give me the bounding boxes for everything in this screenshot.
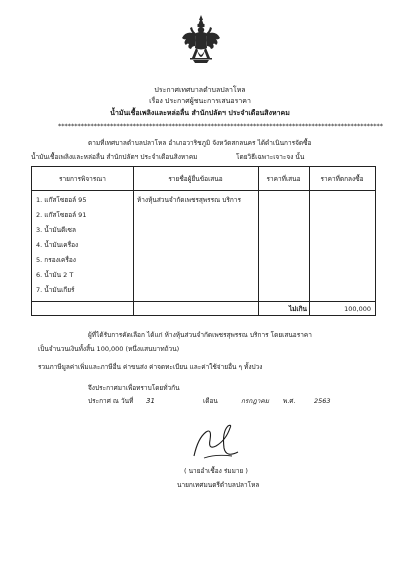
intro-line-1: ตามที่เทศบาลตำบลปลาโหล อำเภอวาริชภูมิ จังหวัดสกลนคร ได้ดำเนินการจัดซื้อ: [88, 139, 312, 147]
result-line-1: ผู้ที่ได้รับการคัดเลือก ได้แก่ ห้างหุ้นส่วนจำกัดเพชรสุพรรณ บริการ โดยเสนอราคา: [88, 331, 312, 339]
signer-name: ( นายอำเชื้อง ร่มมาย ): [184, 467, 248, 475]
header-offer-price: ราคาที่เสนอ: [266, 175, 301, 183]
result-line-2: เป็นจำนวนเงินทั้งสิ้น 100,000 (หนึ่งแสนบาทถ้วน): [38, 345, 180, 353]
bid-table: [31, 166, 376, 316]
header-items: รายการพิจารณา: [59, 175, 106, 183]
signer-position: นายกเทศมนตรีตำบลปลาโหล: [177, 481, 260, 489]
intro-line-2: น้ำมันเชื้อเพลิงและหล่อลื่น สำนักปลัดฯ ประจำเดือนสิงหาคม: [31, 153, 198, 161]
table-row: 5. กรองเครื่อง: [36, 256, 76, 264]
separator-stars: ****************************************************************************************************: [58, 122, 383, 130]
intro-line-2-method: โดยวิธีเฉพาะเจาะจง นั้น: [236, 153, 305, 161]
announce-line: จึงประกาศมาเพื่อทราบโดยทั่วกัน: [88, 384, 180, 392]
subject-detail: น้ำมันเชื้อเพลิงและหล่อลื่น สำนักปลัดฯ ประจำเดือนสิงหาคม: [110, 109, 290, 117]
header-agreed-price: ราคาที่ตกลงซื้อ: [320, 175, 364, 183]
org-title: ประกาศเทศบาลตำบลปลาโหล: [154, 86, 246, 94]
table-row: 3. น้ำมันดีเซล: [36, 226, 76, 234]
date-label: ประกาศ ณ วันที่: [88, 397, 134, 405]
total-value: 100,000: [344, 305, 371, 313]
table-row: 6. น้ำมัน 2 T: [36, 271, 74, 279]
table-row: 2. แก๊สโซฮอล์ 91: [36, 211, 87, 219]
month-value: กรกฎาคม: [241, 397, 270, 405]
date-day: 31: [146, 397, 155, 405]
year-label: พ.ศ.: [283, 397, 296, 405]
bidder-name: ห้างหุ้นส่วนจำกัดเพชรสุพรรณ บริการ: [137, 196, 241, 204]
table-row: 4. น้ำมันเครื่อง: [36, 241, 79, 249]
result-line-3: รวมภาษีมูลค่าเพิ่มและภาษีอื่น ค่าขนส่ง ค่าจดทะเบียน และค่าใช้จ่ายอื่น ๆ ทั้งปวง: [38, 363, 263, 371]
subject-line: เรื่อง ประกาศผู้ชนะการเสนอราคา: [149, 97, 251, 105]
month-label: เดือน: [203, 397, 218, 405]
total-label: ไม่เกิน: [288, 305, 307, 313]
header-bidders: รายชื่อผู้ยื่นข้อเสนอ: [168, 175, 223, 183]
garuda-emblem-icon: [180, 14, 222, 70]
year-value: 2563: [314, 397, 331, 405]
signature-icon: [186, 418, 244, 464]
table-row: 1. แก๊สโซฮอล์ 95: [36, 196, 87, 204]
table-row: 7. น้ำมันเกียร์: [36, 286, 75, 294]
